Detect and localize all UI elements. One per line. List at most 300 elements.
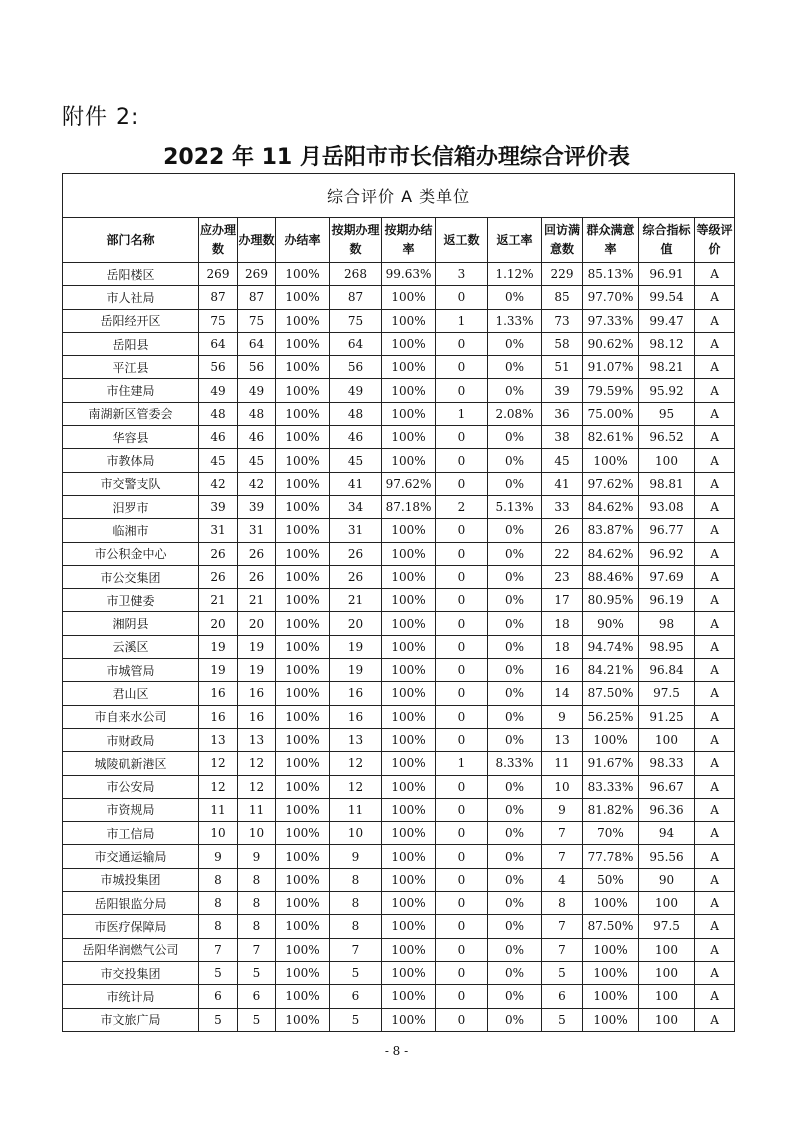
table-cell: 6 [330,985,382,1008]
table-cell: A [695,798,735,821]
section-title: 综合评价 A 类单位 [63,174,735,218]
table-cell: 73 [542,309,583,332]
table-cell: 39 [542,379,583,402]
table-cell: 26 [542,519,583,542]
table-cell: 100% [276,915,330,938]
table-cell: 100% [382,519,436,542]
table-cell: 9 [238,845,276,868]
table-cell: 8 [330,915,382,938]
table-cell: 10 [542,775,583,798]
department-name-cell: 云溪区 [63,635,199,658]
department-name-cell: 市公交集团 [63,565,199,588]
table-cell: 0% [488,426,542,449]
table-cell: 0% [488,612,542,635]
table-cell: 98.81 [639,472,695,495]
table-cell: 98 [639,612,695,635]
department-name-cell: 城陵矶新港区 [63,752,199,775]
table-cell: 99.54 [639,286,695,309]
table-cell: 0% [488,985,542,1008]
table-cell: 100% [382,612,436,635]
column-header: 办结率 [276,218,330,263]
table-cell: 50% [583,868,639,891]
column-header: 返工数 [436,218,488,263]
table-cell: A [695,682,735,705]
table-cell: 41 [542,472,583,495]
table-cell: A [695,356,735,379]
table-cell: 0% [488,705,542,728]
table-cell: 81.82% [583,798,639,821]
table-cell: 96.36 [639,798,695,821]
table-cell: 0 [436,332,488,355]
table-cell: A [695,565,735,588]
table-cell: 97.62% [583,472,639,495]
table-row [63,472,735,495]
table-cell: 56.25% [583,705,639,728]
department-name-cell: 岳阳经开区 [63,309,199,332]
table-row [63,775,735,798]
table-cell: 6 [542,985,583,1008]
table-cell: 100% [382,705,436,728]
table-cell: 16 [542,659,583,682]
table-cell: 19 [330,635,382,658]
table-cell: 90 [639,868,695,891]
table-cell: 11 [542,752,583,775]
table-row [63,426,735,449]
table-cell: 100% [276,682,330,705]
table-cell: 0 [436,822,488,845]
table-cell: 39 [199,495,238,518]
table-cell: 9 [199,845,238,868]
department-name-cell: 君山区 [63,682,199,705]
table-cell: 34 [330,495,382,518]
table-row [63,495,735,518]
table-cell: 56 [330,356,382,379]
table-cell: 100 [639,938,695,961]
table-cell: 93.08 [639,495,695,518]
table-cell: A [695,659,735,682]
table-cell: 45 [542,449,583,472]
department-name-cell: 南湖新区管委会 [63,402,199,425]
table-row [63,1008,735,1031]
table-cell: 100% [276,961,330,984]
table-cell: 20 [199,612,238,635]
table-cell: 8.33% [488,752,542,775]
table-cell: 100% [276,379,330,402]
department-name-cell: 市人社局 [63,286,199,309]
table-cell: 17 [542,589,583,612]
table-cell: 100% [276,542,330,565]
department-name-cell: 市资规局 [63,798,199,821]
table-cell: 98.21 [639,356,695,379]
table-cell: 11 [238,798,276,821]
table-cell: 0 [436,938,488,961]
table-cell: 0 [436,659,488,682]
table-cell: A [695,472,735,495]
table-cell: 100 [639,449,695,472]
table-cell: 0% [488,286,542,309]
table-cell: 0 [436,728,488,751]
attachment-label: 附件 2: [62,105,140,130]
column-header: 按期办理数 [330,218,382,263]
table-cell: 21 [238,589,276,612]
table-cell: A [695,938,735,961]
table-cell: 6 [238,985,276,1008]
table-cell: 49 [330,379,382,402]
table-cell: 26 [199,542,238,565]
table-cell: 0 [436,472,488,495]
table-cell: 3 [436,263,488,286]
table-cell: 45 [238,449,276,472]
table-cell: 100% [276,635,330,658]
table-cell: A [695,728,735,751]
table-cell: 100% [583,1008,639,1031]
table-cell: 5 [330,1008,382,1031]
table-cell: 100% [276,822,330,845]
table-cell: 46 [238,426,276,449]
column-header: 部门名称 [63,218,199,263]
table-cell: 0 [436,589,488,612]
table-cell: 58 [542,332,583,355]
table-cell: 97.33% [583,309,639,332]
table-cell: 0 [436,682,488,705]
table-cell: 0% [488,775,542,798]
table-cell: 14 [542,682,583,705]
table-cell: 100% [583,449,639,472]
table-cell: 64 [199,332,238,355]
table-cell: A [695,845,735,868]
table-cell: 75 [199,309,238,332]
table-cell: 20 [330,612,382,635]
table-cell: 8 [238,892,276,915]
table-cell: 82.61% [583,426,639,449]
table-cell: A [695,892,735,915]
table-row [63,961,735,984]
table-cell: 83.87% [583,519,639,542]
department-name-cell: 市财政局 [63,728,199,751]
table-cell: 100 [639,961,695,984]
department-name-cell: 市交警支队 [63,472,199,495]
table-cell: 100 [639,728,695,751]
table-cell: 100% [382,426,436,449]
table-cell: 16 [199,682,238,705]
table-cell: 1.12% [488,263,542,286]
table-cell: 0% [488,892,542,915]
table-cell: 21 [330,589,382,612]
table-cell: 0% [488,332,542,355]
table-cell: 100% [276,938,330,961]
department-name-cell: 市医疗保障局 [63,915,199,938]
table-cell: 38 [542,426,583,449]
table-cell: 87 [330,286,382,309]
department-name-cell: 市交通运输局 [63,845,199,868]
department-name-cell: 市文旅广局 [63,1008,199,1031]
table-cell: 0% [488,659,542,682]
table-cell: 0% [488,868,542,891]
table-row [63,985,735,1008]
table-cell: 100% [382,659,436,682]
table-cell: 96.77 [639,519,695,542]
table-cell: 96.91 [639,263,695,286]
table-row [63,589,735,612]
table-cell: 16 [330,682,382,705]
table-cell: 16 [238,705,276,728]
table-row [63,286,735,309]
table-cell: 0 [436,705,488,728]
table-cell: 100% [276,472,330,495]
table-cell: 98.33 [639,752,695,775]
table-cell: A [695,286,735,309]
table-cell: 41 [330,472,382,495]
table-cell: 100% [382,449,436,472]
table-cell: 100% [382,565,436,588]
table-cell: 100% [276,309,330,332]
table-row [63,356,735,379]
table-cell: 10 [330,822,382,845]
table-cell: 100% [276,728,330,751]
table-cell: 0 [436,426,488,449]
table-cell: 75 [330,309,382,332]
table-cell: 77.78% [583,845,639,868]
table-cell: 95.56 [639,845,695,868]
table-cell: 7 [542,822,583,845]
table-cell: 0 [436,356,488,379]
table-cell: 0 [436,1008,488,1031]
table-cell: 100% [276,449,330,472]
table-cell: A [695,332,735,355]
table-cell: 75.00% [583,402,639,425]
table-cell: 10 [238,822,276,845]
table-row [63,892,735,915]
table-cell: 42 [238,472,276,495]
table-cell: 0 [436,775,488,798]
table-cell: 0% [488,472,542,495]
table-cell: 85.13% [583,263,639,286]
table-cell: 26 [199,565,238,588]
table-cell: 5 [199,961,238,984]
table-cell: 12 [330,752,382,775]
table-cell: 96.19 [639,589,695,612]
department-name-cell: 市卫健委 [63,589,199,612]
table-cell: 100% [382,402,436,425]
table-cell: 5 [542,1008,583,1031]
table-row [63,309,735,332]
table-cell: 48 [330,402,382,425]
table-cell: 100% [382,309,436,332]
table-cell: 13 [238,728,276,751]
table-cell: 7 [542,845,583,868]
table-cell: 0 [436,449,488,472]
table-cell: 1 [436,402,488,425]
table-cell: 31 [330,519,382,542]
table-cell: 0 [436,286,488,309]
document-title: 2022 年 11 月岳阳市市长信箱办理综合评价表 [163,145,630,170]
department-name-cell: 市教体局 [63,449,199,472]
table-cell: 2.08% [488,402,542,425]
table-cell: 12 [199,752,238,775]
department-name-cell: 市公积金中心 [63,542,199,565]
table-cell: 91.07% [583,356,639,379]
table-cell: 87.50% [583,682,639,705]
table-cell: 21 [199,589,238,612]
table-cell: 91.25 [639,705,695,728]
table-cell: 98.95 [639,635,695,658]
table-cell: 100% [276,263,330,286]
table-cell: 87.50% [583,915,639,938]
table-cell: 31 [199,519,238,542]
table-cell: 16 [330,705,382,728]
table-cell: 12 [330,775,382,798]
table-cell: 0 [436,542,488,565]
table-cell: 100% [276,612,330,635]
department-name-cell: 湘阴县 [63,612,199,635]
table-cell: 100 [639,1008,695,1031]
table-cell: 5 [238,1008,276,1031]
column-header: 应办理数 [199,218,238,263]
table-cell: 46 [199,426,238,449]
table-cell: A [695,775,735,798]
department-name-cell: 临湘市 [63,519,199,542]
table-cell: 87.18% [382,495,436,518]
table-cell: A [695,705,735,728]
table-cell: 84.62% [583,542,639,565]
table-cell: A [695,495,735,518]
table-cell: 100% [382,286,436,309]
page-number: - 8 - [384,1044,409,1058]
table-cell: 56 [238,356,276,379]
column-header: 办理数 [238,218,276,263]
table-cell: 100% [276,1008,330,1031]
table-cell: 100% [382,682,436,705]
table-cell: 100% [382,635,436,658]
table-cell: 0 [436,892,488,915]
table-cell: 100% [583,961,639,984]
table-cell: A [695,985,735,1008]
table-cell: 7 [199,938,238,961]
table-cell: 96.84 [639,659,695,682]
table-cell: A [695,1008,735,1031]
table-cell: 0 [436,961,488,984]
column-header: 群众满意率 [583,218,639,263]
table-body [63,263,735,1032]
column-header: 回访满意数 [542,218,583,263]
table-cell: 8 [199,915,238,938]
table-cell: 95 [639,402,695,425]
table-cell: 100% [583,728,639,751]
table-cell: 100% [276,775,330,798]
table-cell: 268 [330,263,382,286]
table-cell: 100% [382,542,436,565]
table-cell: 64 [238,332,276,355]
table-row [63,868,735,891]
table-row [63,752,735,775]
evaluation-table [62,173,735,1032]
table-cell: 9 [542,705,583,728]
table-cell: 12 [199,775,238,798]
table-cell: 100% [276,332,330,355]
table-cell: 229 [542,263,583,286]
table-cell: 36 [542,402,583,425]
table-cell: 100% [382,798,436,821]
table-cell: 0% [488,845,542,868]
table-cell: 0 [436,915,488,938]
table-cell: 48 [199,402,238,425]
table-cell: 0 [436,868,488,891]
table-cell: 12 [238,775,276,798]
table-cell: 0 [436,845,488,868]
table-cell: 9 [542,798,583,821]
table-cell: 100% [276,589,330,612]
department-name-cell: 平江县 [63,356,199,379]
table-cell: 97.5 [639,682,695,705]
table-cell: 97.62% [382,472,436,495]
table-cell: 96.67 [639,775,695,798]
table-cell: 83.33% [583,775,639,798]
table-row [63,542,735,565]
table-cell: 79.59% [583,379,639,402]
table-cell: 0 [436,379,488,402]
table-cell: 97.69 [639,565,695,588]
table-cell: 49 [199,379,238,402]
table-cell: 85 [542,286,583,309]
table-cell: 0 [436,519,488,542]
table-cell: 26 [238,542,276,565]
table-cell: 0% [488,682,542,705]
table-cell: 13 [542,728,583,751]
table-cell: 100% [382,752,436,775]
table-cell: 100% [276,985,330,1008]
department-name-cell: 市交投集团 [63,961,199,984]
table-cell: A [695,426,735,449]
table-cell: 8 [238,868,276,891]
table-cell: 80.95% [583,589,639,612]
table-cell: 100% [382,728,436,751]
table-cell: 16 [199,705,238,728]
table-cell: 9 [330,845,382,868]
table-cell: 100% [276,798,330,821]
column-header: 返工率 [488,218,542,263]
table-cell: 26 [330,565,382,588]
table-cell: 0 [436,985,488,1008]
table-cell: 8 [199,868,238,891]
table-cell: A [695,263,735,286]
table-row [63,449,735,472]
table-cell: A [695,449,735,472]
table-cell: 46 [330,426,382,449]
table-cell: 7 [542,938,583,961]
table-cell: 18 [542,635,583,658]
table-cell: 45 [199,449,238,472]
table-cell: 100% [382,845,436,868]
table-cell: 2 [436,495,488,518]
table-cell: 91.67% [583,752,639,775]
table-cell: 23 [542,565,583,588]
table-row [63,705,735,728]
table-cell: 39 [238,495,276,518]
table-cell: 84.62% [583,495,639,518]
table-cell: 100 [639,892,695,915]
table-cell: 100% [382,915,436,938]
table-row [63,565,735,588]
department-name-cell: 岳阳县 [63,332,199,355]
table-cell: 0% [488,961,542,984]
table-cell: 0 [436,798,488,821]
department-name-cell: 市工信局 [63,822,199,845]
table-row [63,612,735,635]
table-cell: 0% [488,589,542,612]
table-cell: A [695,379,735,402]
department-name-cell: 市公安局 [63,775,199,798]
table-cell: 8 [199,892,238,915]
